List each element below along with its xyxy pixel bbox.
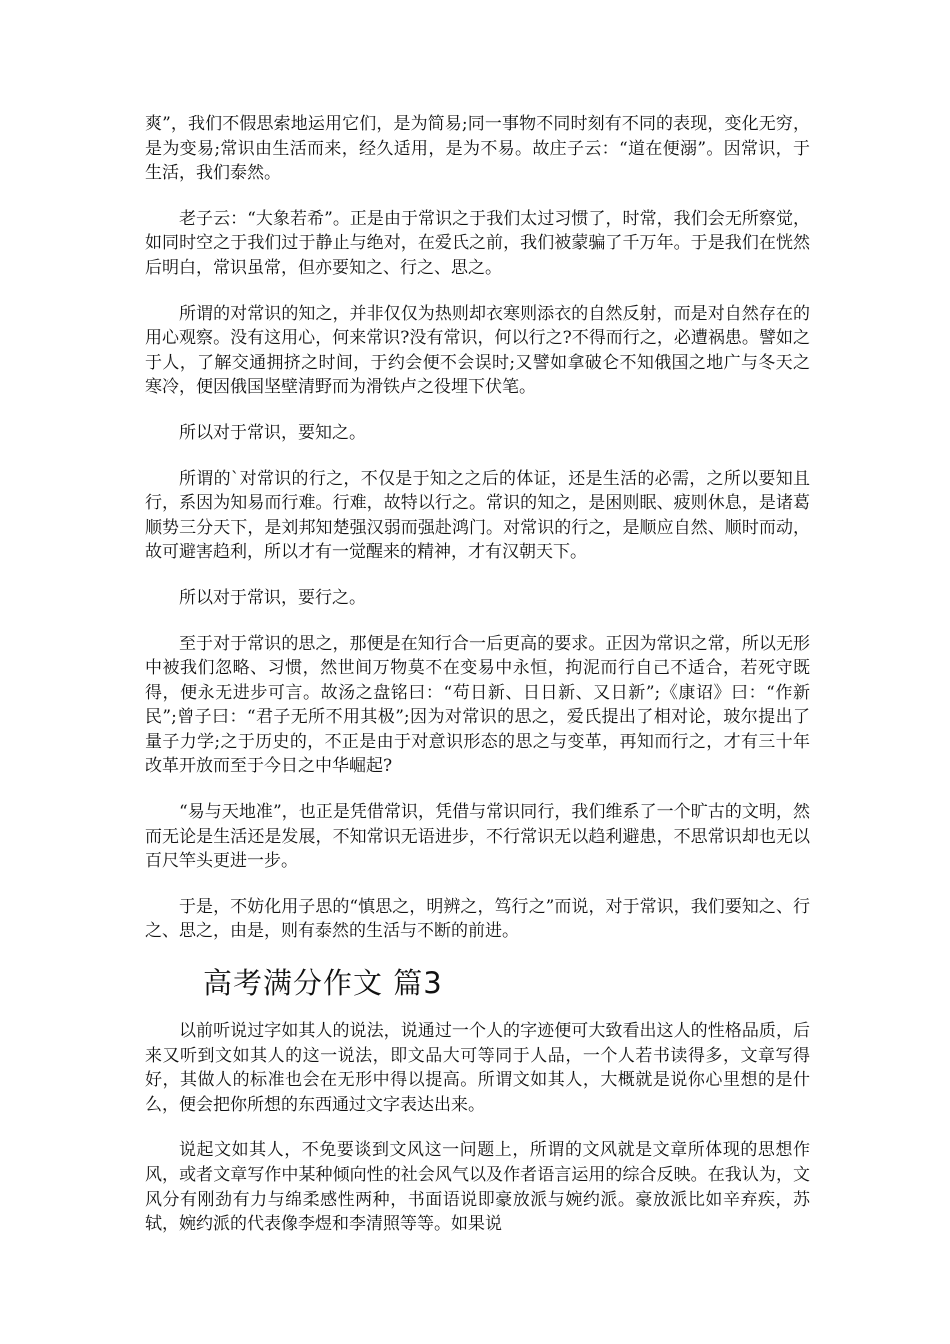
paragraph: 于是，不妨化用子思的“慎思之，明辨之，笃行之”而说，对于常识，我们要知之、行之、思之，由是，则有泰然的生活与不断的前进。	[145, 896, 810, 942]
paragraph: 所以对于常识，要知之。	[179, 422, 366, 443]
paragraph: 所以对于常识，要行之。	[179, 587, 366, 608]
paragraph: 所谓的`对常识的行之，不仅是于知之之后的体证，还是生活的必需，之所以要知且行，系因为知易而行难。行难，故特以行之。常识的知之，是困则眠、疲则休息，是诸葛顺势三分天下，是刘邦知楚强汉弱而强赴鸿门。对常识的行之，是顺应自然、顺时而动，故可避害趋利，所以才有一觉醒来的精神，才有汉朝天下。	[145, 468, 810, 563]
paragraph: 爽”，我们不假思索地运用它们，是为简易;同一事物不同时刻有不同的表现，变化无穷，是为变易;常识由生活而来，经久适用，是为不易。故庄子云：“道在便溺”。因常识，于生活，我们泰然。	[145, 114, 810, 184]
paragraph: 至于对于常识的思之，那便是在知行合一后更高的要求。正因为常识之常，所以无形中被我们忽略、习惯，然世间万物莫不在变易中永恒，拘泥而行自己不适合，若死守既得，便永无进步可言。故汤之盘铭曰：“苟日新、日日新、又日新”;《康诏》曰：“作新民”;曾子曰：“君子无所不用其极”;因为对常识的思之，爱氏提出了相对论，玻尔提出了量子力学;之于历史的，不正是由于对意识形态的思之与变革，再知而行之，才有三十年改革开放而至于今日之中华崛起?	[145, 633, 810, 777]
document-body	[145, 112, 810, 1258]
paragraph: “易与天地准”，也正是凭借常识，凭借与常识同行，我们维系了一个旷古的文明，然而无论是生活还是发展，不知常识无语进步，不行常识无以趋利避患，不思常识却也无以百尺竿头更进一步。	[145, 802, 810, 872]
section-heading: 高考满分作文 篇3	[203, 966, 443, 1001]
paragraph: 老子云：“大象若希”。正是由于常识之于我们太过习惯了，时常，我们会无所察觉，如同时空之于我们过于静止与绝对，在爱氏之前，我们被蒙骗了千万年。于是我们在恍然后明白，常识虽常，但亦要知之、行之、思之。	[145, 208, 810, 278]
paragraph: 所谓的对常识的知之，并非仅仅为热则却衣寒则添衣的自然反射，而是对自然存在的用心观察。没有这用心，何来常识?没有常识，何以行之?不得而行之，必遭祸患。譬如之于人，了解交通拥挤之时间，于约会便不会误时;又譬如拿破仑不知俄国之地广与冬天之寒冷，便因俄国坚壁清野而为滑铁卢之役埋下伏笔。	[145, 303, 810, 398]
paragraph: 说起文如其人，不免要谈到文风这一问题上，所谓的文风就是文章所体现的思想作风，或者文章写作中某种倾向性的社会风气以及作者语言运用的综合反映。在我认为，文风分有刚劲有力与绵柔感性两种，书面语说即豪放派与婉约派。豪放派比如辛弃疾，苏轼，婉约派的代表像李煜和李清照等等。如果说	[145, 1140, 810, 1235]
paragraph: 以前听说过字如其人的说法，说通过一个人的字迹便可大致看出这人的性格品质，后来又听到文如其人的这一说法，即文品大可等同于人品，一个人若书读得多，文章写得好，其做人的标准也会在无形中得以提高。所谓文如其人，大概就是说你心里想的是什么，便会把你所想的东西通过文字表达出来。	[145, 1021, 810, 1115]
